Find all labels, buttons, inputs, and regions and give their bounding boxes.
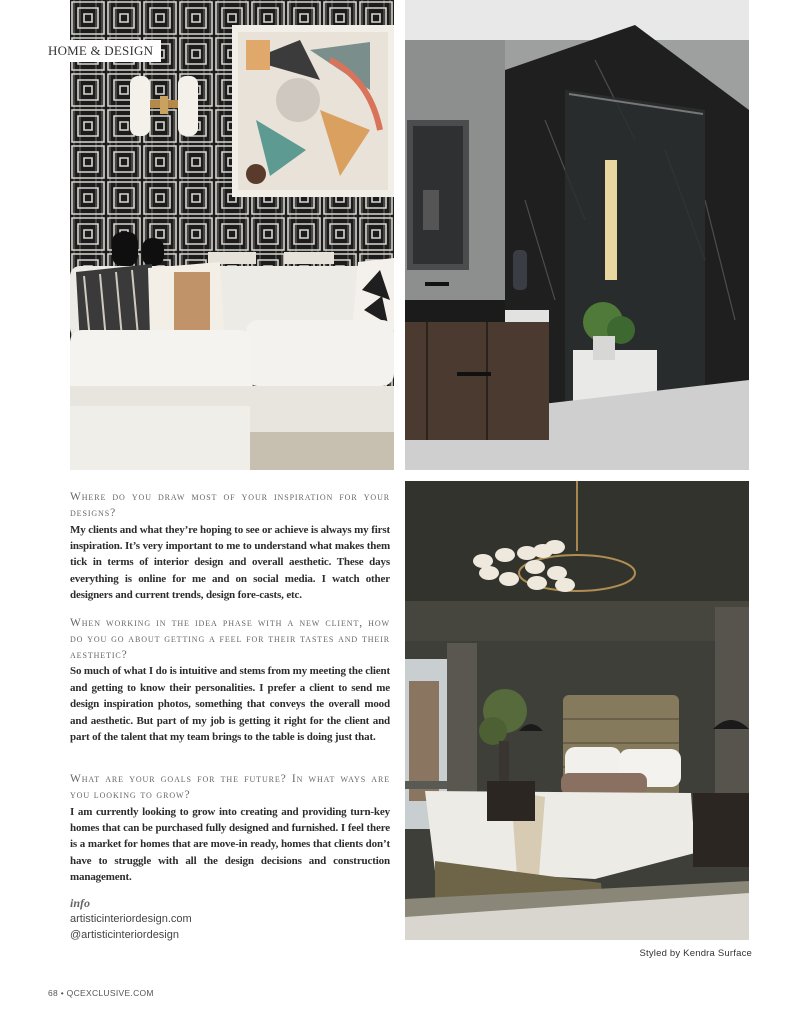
answer-3: I am currently looking to grow into creating and providing turn-key homes that can be purchased fully designed and furnished. I feel there is a market for homes that are move-in ready, homes that clients don’t have to struggle with all the design decisions and construction management. bbox=[70, 805, 390, 884]
answer-2: So much of what I do is intuitive and stems from my meeting the client and getting to know their personalities. I prefer a client to send me design inspiration photos, something that conveys the overall mood and aesthetic. But part of my job is getting it right for the client and part of the talent that my team brings to the table is doing just that. bbox=[70, 665, 390, 744]
website-link[interactable]: artisticinteriordesign.com bbox=[70, 913, 192, 925]
answer-1: My clients and what they’re hoping to see or achieve is always my first inspiration. It’s very important to me to understand what makes them tick in terms of interior design and overall aesthetic. These days everything is online for me and on social media. I watch other designers and current trends, design fore-casts, etc. bbox=[70, 523, 390, 602]
qa-item-3 bbox=[70, 772, 390, 886]
page-footer: 68 • QCEXCLUSIVE.COM bbox=[48, 988, 154, 998]
info-label: info bbox=[70, 896, 91, 910]
social-handle[interactable]: @artisticinteriordesign bbox=[70, 929, 179, 941]
question-3: What are your goals for the future? In what ways are you looking to grow? bbox=[70, 773, 390, 801]
question-1: Where do you draw most of your inspiration for your designs? bbox=[70, 491, 390, 519]
living-room-photo bbox=[70, 0, 394, 470]
bedroom-photo bbox=[405, 481, 749, 940]
qa-item-2 bbox=[70, 616, 390, 745]
bathroom-photo bbox=[405, 0, 749, 470]
info-block bbox=[70, 896, 370, 943]
question-2: When working in the idea phase with a new client, how do you go about getting a feel for their tastes and their aesthetic? bbox=[70, 617, 390, 661]
qa-item-1 bbox=[70, 490, 390, 604]
photo-credit: Styled by Kendra Surface bbox=[639, 948, 752, 959]
section-label: HOME & DESIGN bbox=[42, 40, 161, 62]
